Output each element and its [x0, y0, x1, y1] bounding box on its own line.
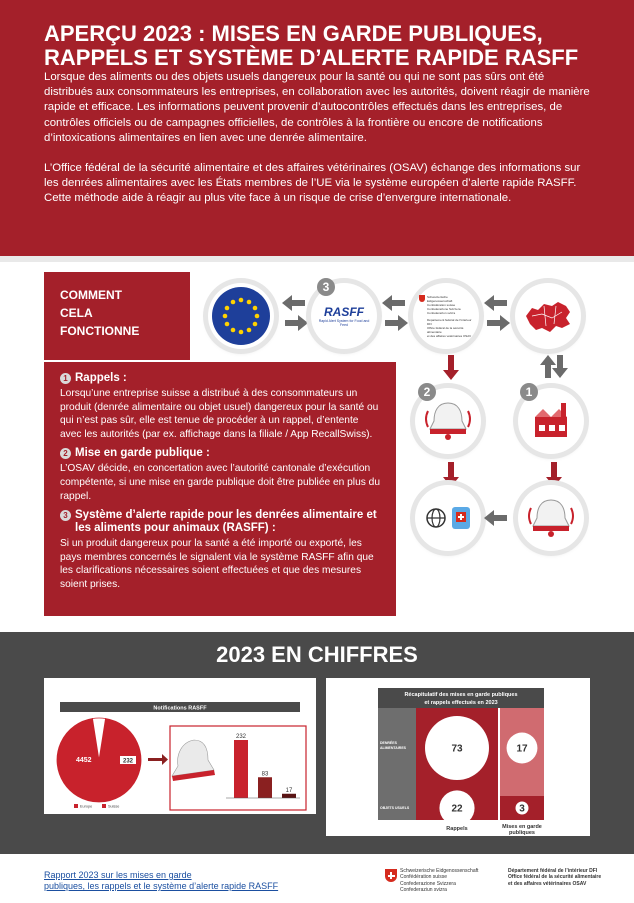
arrow-to-communication [493, 515, 507, 521]
eu-flag-circle [208, 283, 274, 349]
web-globe-icon [425, 507, 447, 529]
info-box [44, 362, 396, 616]
pie-label-europe: 4452 [76, 757, 92, 764]
recall-heading [60, 372, 380, 385]
eu-flag-icon [212, 287, 270, 345]
footer-dept-line-2: Office fédéral de la sécurité alimentaire [508, 874, 602, 881]
arrow-to-rasff-2 [391, 300, 405, 306]
dept-line-1: Département fédéral de l’intérieur DFI [427, 317, 472, 326]
row-label-column [378, 708, 416, 820]
how-line-3: FONCTIONNE [60, 324, 140, 338]
value-label-2: 22 [451, 803, 463, 815]
arrow-to-osav-2 [493, 300, 507, 306]
title-line-2: RAPPELS ET SYSTÈME D’ALERTE RAPIDE RASFF [44, 45, 579, 70]
chart-title: Notifications RASFF [153, 705, 207, 712]
dept-line-2: Office fédéral de la sécurité alimentaire [427, 325, 464, 334]
intro-paragraph-1: Lorsque des aliments ou des objets usuels dangereux pour la santé ou qui ne sont pas sûrs ont été distribués aux consommateurs les entreprises, en collaboration avec les autorités, doivent réagir de manière rapide et efficace. Les informations peuvent provenir d’autocontrôles effectués dans les entreprises, de contrôles officiels ou de campagnes officielles, de contrôles à la frontière ou encore de notifications d’intoxications alimentaires en lien avec une denrée alimentaire. [44, 71, 590, 144]
step-2-badge [418, 383, 436, 401]
bullet-3-icon: 3 [60, 510, 71, 521]
bullet-2-icon: 2 [60, 448, 71, 459]
summary-table-chart [326, 678, 590, 836]
osav-logo [419, 295, 473, 338]
title-line-1: APERÇU 2023 : MISES EN GARDE PUBLIQUES, [44, 21, 543, 46]
arrow-down-to-communication [448, 462, 454, 478]
recall-heading-text: Rappels : [75, 372, 127, 384]
dept-line-3: et des affaires vétérinaires OSAV [427, 333, 472, 338]
step-3-badge [317, 278, 335, 296]
rasff-notifications-chart [44, 678, 316, 814]
summary-card [326, 678, 590, 836]
recall-circle [518, 485, 584, 551]
factory-icon [525, 395, 577, 447]
arrow-down-switzerland [557, 355, 563, 369]
bar-1 [258, 777, 272, 798]
step-1-badge [520, 383, 538, 401]
legend-label: Europe [80, 804, 93, 809]
report-link-line-1[interactable]: Rapport 2023 sur les mises en garde [44, 870, 192, 880]
rasff-logo-text: RASFF [324, 305, 364, 319]
footer-conf-line-3: Confederazione Svizzera [400, 880, 456, 887]
footer-dept-line-3: et des affaires vétérinaires OSAV [508, 880, 587, 887]
summary-title-1: Récapitulatif des mises en garde publiques [404, 692, 518, 698]
arrow-to-eu [291, 300, 305, 306]
confederation-text [400, 868, 478, 894]
intro-paragraph-2: L’Office fédéral de la sécurité alimentaire et des affaires vétérinaires (OSAV) échange des informations sur les denrées alimentaires avec les États membres de l’UE via le système européen d’alerte rapide RASFF. Cette méthode aide à réagir au plus vite face à un risque de crise d’envergure internationale. [44, 162, 581, 205]
how-line-1: COMMENT [60, 288, 122, 302]
separator [0, 256, 634, 262]
col-label-mises-2: publiques [509, 830, 535, 836]
public-warning-heading-text: Mise en garde publique : [75, 447, 210, 460]
public-warning-text: L’OSAV décide, en concertation avec l’autorité cantonale d’exécution compétente, si une mise en garde publique doit être publiée en plus du rappel. [60, 463, 380, 502]
footer-dept-line-1: Département fédéral de l’intérieur DFI [508, 868, 598, 874]
arrow-to-rasff [285, 320, 299, 326]
rasff-logo-subtitle: Rapid Alert System for Food and Feed [318, 319, 370, 327]
rasff-heading [60, 509, 380, 535]
bar-2 [282, 794, 296, 798]
footer-conf-line-2: Confédération suisse [400, 874, 447, 881]
value-label-1: 17 [516, 743, 528, 755]
report-link-line-2[interactable]: publiques, les rappels et le système d’alerte rapide RASFF [44, 881, 279, 891]
alarm-bell-icon [422, 395, 474, 447]
rasff-heading-text: Système d’alerte rapide pour les denrées alimentaire et les aliments pour animaux (RASFF) : [75, 509, 377, 535]
how-it-works-box [44, 272, 190, 360]
arrow-shaft [148, 758, 162, 761]
legend-label: Suisse [108, 804, 120, 809]
rasff-notifications-card [44, 678, 316, 814]
col-label-mises-1: Mises en garde [502, 824, 542, 830]
footer [0, 856, 634, 903]
conf-line-4: Confederaziun svizra [427, 310, 456, 315]
conf-line-1: Schweizerische Eidgenossenschaft [427, 294, 453, 303]
legend-swatch [102, 804, 106, 808]
swiss-shield-icon [385, 869, 397, 882]
bar-value-0: 232 [235, 734, 247, 740]
step-3-number: 3 [322, 280, 330, 294]
recall-app-icon [450, 505, 472, 531]
value-label-3: 3 [519, 803, 525, 815]
arrow-down-osav [448, 355, 454, 371]
rasff-text: Si un produit dangereux pour la santé a été importé ou exporté, les pays membres concernés le signalent via le système RASFF afin que les clarifications nécessaires soient effectuées et que des mesures soient prises. [60, 538, 374, 590]
header-banner [0, 0, 634, 256]
arrow-down-to-recall [551, 462, 557, 478]
bullet-1-icon: 1 [60, 373, 71, 384]
rasff-logo [318, 305, 370, 327]
report-link[interactable] [44, 870, 278, 892]
arrow-to-switzerland [487, 320, 501, 326]
col-label-rappels: Rappels [446, 826, 468, 832]
public-warning-heading [60, 447, 380, 460]
conf-line-3: Confederazione Svizzera [427, 306, 461, 311]
row-label-food-2: ALIMENTAIRES [380, 746, 406, 750]
footer-conf-line-1: Schweizerische Eidgenossenschaft [400, 868, 479, 874]
value-label-0: 73 [451, 743, 463, 755]
communication-circle [415, 485, 481, 551]
arrow-up-company [545, 364, 551, 378]
arrow-head [162, 754, 168, 765]
step-1-number: 1 [525, 385, 533, 399]
summary-title-2: et rappels effectués en 2023 [424, 700, 498, 706]
conf-line-2: Confédération suisse [427, 302, 456, 307]
bar-0 [234, 740, 248, 798]
recall-bell-icon [525, 492, 577, 544]
department-text [508, 868, 601, 887]
recall-text: Lorsqu’une entreprise suisse a distribué à des consommateurs un produit (denrée alimentaire ou objet usuel) dangereux pour la santé ou qui n’est pas sûr, elle est tenue de procéder à un rappel, d’entente avec les autorités (par ex. affichage dans la filiale / App RecallSwiss). [60, 388, 379, 440]
stats-title: 2023 EN CHIFFRES [216, 642, 418, 667]
arrow-to-osav [385, 320, 399, 326]
step-2-number: 2 [423, 385, 431, 399]
osav-circle [413, 283, 479, 349]
switzerland-map-circle [515, 283, 581, 349]
bar-value-1: 83 [261, 771, 269, 778]
row-label-food-1: DENRÉES [380, 741, 397, 745]
stats-section [0, 632, 634, 854]
legend-swatch [74, 804, 78, 808]
switzerland-map-icon [522, 296, 574, 336]
footer-conf-line-4: Confederaziun svizra [400, 887, 447, 894]
page-title [44, 22, 590, 70]
how-line-2: CELA [60, 306, 93, 320]
row-label-objects: OBJETS USUELS [380, 806, 410, 810]
bar-value-2: 17 [285, 787, 293, 794]
pie-label-suisse: 232 [122, 758, 134, 765]
swiss-shield-icon [419, 295, 425, 302]
